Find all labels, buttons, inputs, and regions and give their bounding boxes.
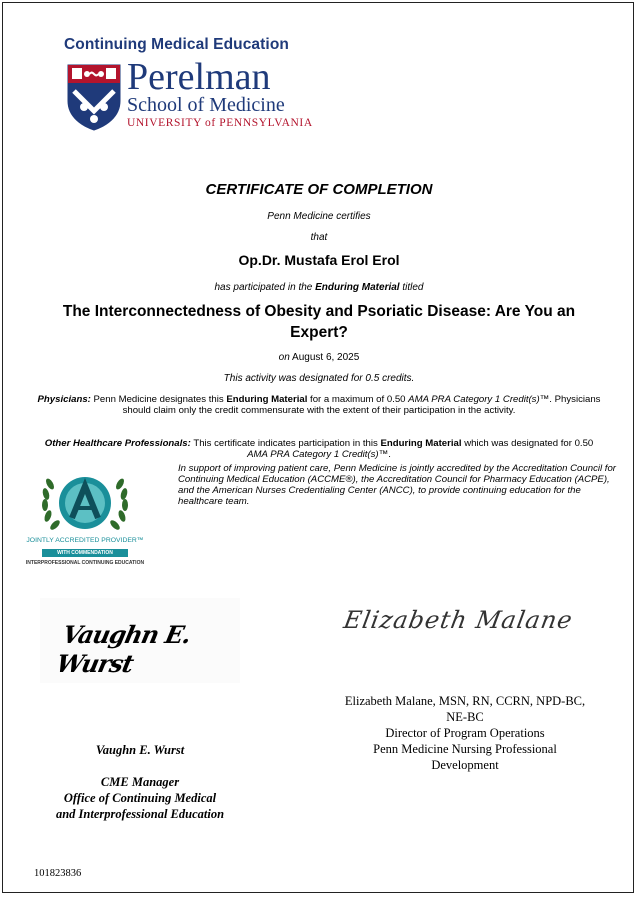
date-line [0,352,638,363]
certificate-title: CERTIFICATE OF COMPLETION [205,181,433,198]
other-text-1: This certificate indicates participation in this [193,438,378,449]
other-material: Enduring Material [380,438,462,449]
logo-university: UNIVERSITY of PENNSYLVANIA [127,117,313,129]
right-signature-image: Elizabeth Malane [341,606,576,634]
that-line: that [310,232,328,243]
left-signatory-title-3: and Interprofessional Education [55,807,225,821]
left-signatory-title-2: Office of Continuing Medical [63,791,217,805]
participation-prefix: has participated in the [214,282,313,293]
participation-suffix: titled [402,282,424,293]
logo-wordmark: Perelman [127,56,271,98]
badge-line-2: WITH COMMENDATION [42,549,128,557]
cme-banner: Continuing Medical Education [64,36,289,53]
physicians-label: Physicians: [37,394,91,405]
penn-shield-icon [66,63,122,131]
participation-line [0,282,638,293]
logo-school: School of Medicine [127,94,285,116]
badge-line-3: INTERPROFESSIONAL CONTINUING EDUCATION [25,560,145,566]
left-signatory-name: Vaughn E. Wurst [95,743,185,757]
other-credit-type: AMA PRA Category 1 Credit(s)™ [247,449,389,460]
laurel-emblem-icon [20,470,150,534]
right-signatory-title-1: Director of Program Operations [385,726,545,740]
physicians-text-3: . Physicians should claim only the credit commensurate with the extent of their participation in the activity. [122,394,601,416]
activity-title: The Interconnectedness of Obesity and Psoriatic Disease: Are You an Expert? [62,303,576,341]
completion-date: August 6, 2025 [292,352,360,363]
other-text-3: . [388,449,391,460]
credit-designation: This activity was designated for 0.5 credits. [223,373,415,384]
badge-line-1: JOINTLY ACCREDITED PROVIDER™ [26,537,144,544]
material-type: Enduring Material [315,282,400,293]
physicians-statement [36,394,602,416]
physicians-text-1: Penn Medicine designates this [93,394,224,405]
jointly-accredited-badge [20,470,150,574]
left-signature-image: Vaughn E. Wurst [53,620,194,678]
physicians-text-2: for a maximum of 0.50 [310,394,406,405]
date-prefix: on [278,352,290,363]
right-signature-area [330,598,580,658]
left-signature-area [40,598,240,683]
recipient-name: Op.Dr. Mustafa Erol Erol [238,252,400,268]
other-text-2: which was designated for 0.50 [464,438,594,449]
right-signatory-name-1: Elizabeth Malane, MSN, RN, CCRN, NPD-BC, [344,694,586,708]
other-label: Other Healthcare Professionals: [44,438,191,449]
right-signatory-name-2: NE-BC [446,710,484,724]
right-signatory-title-3: Development [431,758,499,772]
physicians-credit-type: AMA PRA Category 1 Credit(s)™ [408,394,550,405]
accreditation-statement: In support of improving patient care, Penn Medicine is jointly accredited by the Accreditation Council for Continuing Medical Education (ACCME®), the Accreditation Council for Pharmacy Education (ACPE), and the American Nurses Credentialing Center (ANCC), to provide continuing education for the healthcare team. [178,463,616,507]
other-professionals-statement [36,438,602,460]
certifier-line: Penn Medicine certifies [267,211,371,222]
physicians-material: Enduring Material [226,394,308,405]
left-signatory-title-1: CME Manager [100,775,180,789]
certificate-id: 101823836 [34,868,82,879]
right-signatory-title-2: Penn Medicine Nursing Professional [373,742,557,756]
